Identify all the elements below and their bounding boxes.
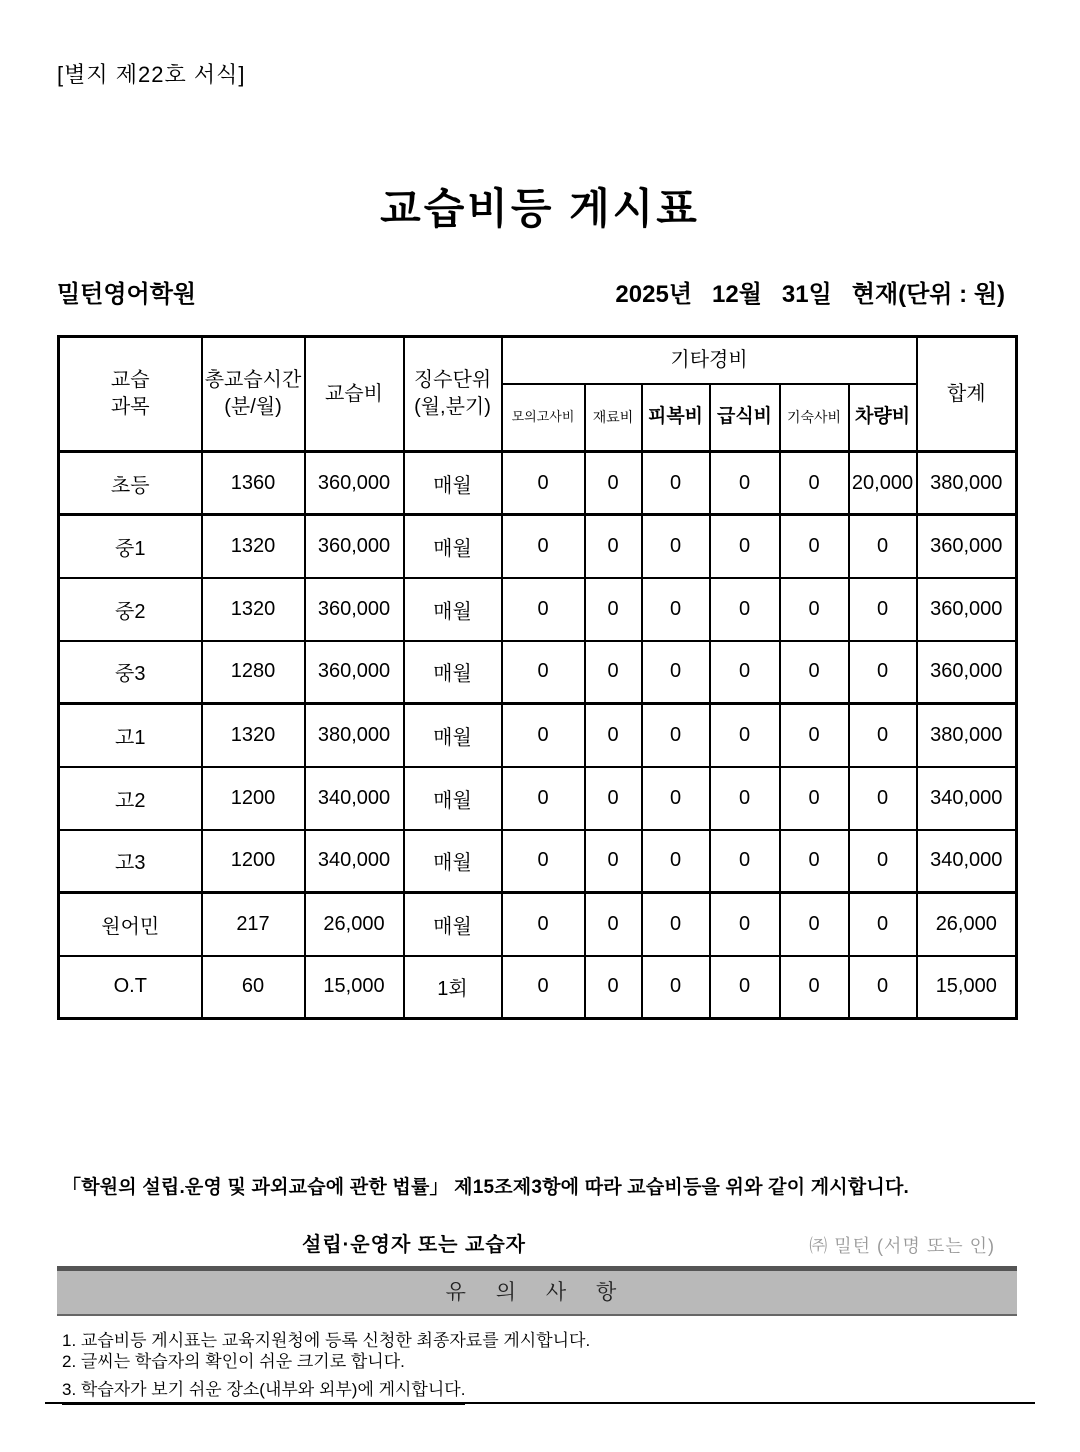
- table-cell: 매월: [404, 515, 502, 578]
- table-cell: 고2: [59, 767, 202, 830]
- table-cell: 고3: [59, 830, 202, 893]
- table-cell: 1200: [202, 830, 305, 893]
- col-header-unit-line1: 징수단위: [413, 369, 492, 391]
- table-cell: 0: [849, 893, 917, 956]
- table-cell: 380,000: [917, 452, 1017, 515]
- table-cell: 60: [202, 956, 305, 1019]
- table-cell: 0: [780, 578, 849, 641]
- table-cell: 360,000: [917, 578, 1017, 641]
- table-cell: 0: [585, 830, 642, 893]
- table-cell: 0: [849, 767, 917, 830]
- table-cell: 매월: [404, 767, 502, 830]
- table-cell: 1360: [202, 452, 305, 515]
- table-cell: 중2: [59, 578, 202, 641]
- tuition-fee-table: [57, 335, 1018, 1020]
- table-cell: 0: [710, 956, 780, 1019]
- table-cell: 360,000: [917, 515, 1017, 578]
- col-header-total: 합계: [917, 337, 1017, 452]
- table-cell: 매월: [404, 704, 502, 767]
- table-cell: 0: [502, 452, 585, 515]
- table-row: [59, 893, 1017, 956]
- table-cell: 0: [710, 515, 780, 578]
- table-cell: 매월: [404, 641, 502, 704]
- table-cell: 0: [849, 704, 917, 767]
- table-cell: 중3: [59, 641, 202, 704]
- table-cell: 1280: [202, 641, 305, 704]
- table-cell: 0: [780, 956, 849, 1019]
- reference-date: 2025년 12월 31일 현재(단위 : 원): [615, 281, 1005, 308]
- bottom-divider: [45, 1402, 1035, 1404]
- table-cell: 0: [585, 704, 642, 767]
- table-cell: 1회: [404, 956, 502, 1019]
- table-cell: 26,000: [305, 893, 404, 956]
- table-row: [59, 704, 1017, 767]
- table-cell: 0: [780, 452, 849, 515]
- table-cell: 0: [502, 515, 585, 578]
- table-cell: 1200: [202, 767, 305, 830]
- table-cell: 1320: [202, 704, 305, 767]
- col-header-clothing-fee: 피복비: [642, 384, 710, 452]
- signer-row: [57, 1228, 1005, 1258]
- table-cell: 매월: [404, 830, 502, 893]
- col-header-unit-line2: (월,분기): [414, 396, 491, 418]
- table-cell: 고1: [59, 704, 202, 767]
- table-cell: 0: [642, 704, 710, 767]
- table-cell: 340,000: [917, 767, 1017, 830]
- table-cell: 360,000: [305, 452, 404, 515]
- table-cell: 0: [849, 515, 917, 578]
- table-cell: 0: [849, 578, 917, 641]
- fee-table-body: [59, 452, 1017, 1019]
- table-cell: 0: [585, 956, 642, 1019]
- table-cell: 0: [849, 641, 917, 704]
- table-cell: 0: [780, 704, 849, 767]
- table-row: [59, 830, 1017, 893]
- table-cell: 0: [502, 578, 585, 641]
- meta-row: [57, 274, 1005, 309]
- table-cell: 1320: [202, 515, 305, 578]
- table-row: [59, 452, 1017, 515]
- col-header-vehicle-fee: 차량비: [849, 384, 917, 452]
- table-cell: 15,000: [305, 956, 404, 1019]
- table-cell: 26,000: [917, 893, 1017, 956]
- table-row: [59, 767, 1017, 830]
- table-row: [59, 641, 1017, 704]
- table-row: [59, 956, 1017, 1019]
- table-cell: 0: [585, 515, 642, 578]
- table-cell: 360,000: [917, 641, 1017, 704]
- table-cell: 360,000: [305, 515, 404, 578]
- table-cell: 0: [642, 956, 710, 1019]
- table-cell: 0: [642, 830, 710, 893]
- table-cell: 매월: [404, 578, 502, 641]
- signature-text: ㈜ 밀턴 (서명 또는 인): [809, 1236, 995, 1256]
- table-cell: 0: [585, 767, 642, 830]
- table-cell: 0: [710, 893, 780, 956]
- table-cell: 15,000: [917, 956, 1017, 1019]
- table-cell: 0: [502, 641, 585, 704]
- col-header-subject: [59, 337, 202, 452]
- table-cell: 360,000: [305, 641, 404, 704]
- col-header-collection-unit: [404, 337, 502, 452]
- col-header-material-fee: 재료비: [585, 384, 642, 452]
- notice-item-3: 3. 학습자가 보기 쉬운 장소(내부와 외부)에 게시합니다.: [62, 1380, 465, 1405]
- col-header-subject-line2: 과목: [110, 396, 150, 418]
- table-cell: 0: [710, 641, 780, 704]
- table-cell: 0: [585, 452, 642, 515]
- table-cell: 0: [502, 704, 585, 767]
- table-cell: 매월: [404, 893, 502, 956]
- table-cell: 0: [502, 956, 585, 1019]
- col-header-other-expenses: 기타경비: [502, 337, 917, 384]
- col-header-dormitory-fee: 기숙사비: [780, 384, 849, 452]
- table-cell: 0: [849, 956, 917, 1019]
- table-cell: 0: [502, 767, 585, 830]
- table-cell: 0: [710, 704, 780, 767]
- table-header: [59, 337, 1017, 452]
- col-header-total-time: [202, 337, 305, 452]
- table-cell: 360,000: [305, 578, 404, 641]
- table-cell: 1320: [202, 578, 305, 641]
- table-cell: 380,000: [305, 704, 404, 767]
- table-cell: 0: [642, 641, 710, 704]
- table-cell: 0: [502, 830, 585, 893]
- notice-banner: 유 의 사 항: [57, 1266, 1017, 1316]
- table-cell: 초등: [59, 452, 202, 515]
- table-row: [59, 578, 1017, 641]
- table-cell: 20,000: [849, 452, 917, 515]
- table-cell: 0: [585, 641, 642, 704]
- notice-item-1: 1. 교습비등 게시표는 교육지원청에 등록 신청한 최종자료를 게시합니다.: [62, 1331, 591, 1350]
- table-cell: 중1: [59, 515, 202, 578]
- table-cell: 0: [710, 578, 780, 641]
- table-cell: 340,000: [917, 830, 1017, 893]
- notice-item-2: 2. 글씨는 학습자의 확인이 쉬운 크기로 합니다.: [62, 1351, 405, 1371]
- page-title: 교습비등 게시표: [380, 185, 700, 232]
- table-cell: 0: [502, 893, 585, 956]
- table-cell: 0: [585, 893, 642, 956]
- table-cell: 0: [642, 767, 710, 830]
- table-cell: 0: [849, 830, 917, 893]
- signer-label: 설립·운영자 또는 교습자: [302, 1234, 526, 1256]
- table-cell: 0: [780, 767, 849, 830]
- table-cell: 매월: [404, 452, 502, 515]
- col-header-time-line2: (분/월): [224, 396, 282, 418]
- col-header-mock-exam-fee: 모의고사비: [502, 384, 585, 452]
- legal-statement: 「학원의 설립.운영 및 과외교습에 관한 법률」 제15조제3항에 따라 교습비등을 위와 같이 게시합니다.: [62, 1177, 909, 1198]
- table-cell: 0: [642, 452, 710, 515]
- table-cell: 0: [585, 578, 642, 641]
- table-cell: 380,000: [917, 704, 1017, 767]
- col-header-subject-line1: 교습: [110, 369, 150, 391]
- table-row: [59, 515, 1017, 578]
- table-cell: 0: [780, 515, 849, 578]
- table-cell: 0: [642, 893, 710, 956]
- table-cell: 0: [710, 452, 780, 515]
- table-cell: 0: [642, 515, 710, 578]
- col-header-meal-fee: 급식비: [710, 384, 780, 452]
- table-cell: 0: [780, 641, 849, 704]
- table-cell: 217: [202, 893, 305, 956]
- table-cell: 0: [780, 830, 849, 893]
- table-cell: 0: [780, 893, 849, 956]
- col-header-tuition: 교습비: [305, 337, 404, 452]
- form-number-label: [별지 제22호 서식]: [57, 62, 246, 87]
- table-cell: 0: [710, 767, 780, 830]
- col-header-time-line1: 총교습시간: [204, 369, 302, 391]
- table-cell: O.T: [59, 956, 202, 1019]
- notice-list: [62, 1331, 1022, 1405]
- table-cell: 0: [642, 578, 710, 641]
- table-cell: 원어민: [59, 893, 202, 956]
- table-cell: 340,000: [305, 830, 404, 893]
- table-cell: 0: [710, 830, 780, 893]
- table-cell: 340,000: [305, 767, 404, 830]
- academy-name: 밀턴영어학원: [57, 281, 197, 308]
